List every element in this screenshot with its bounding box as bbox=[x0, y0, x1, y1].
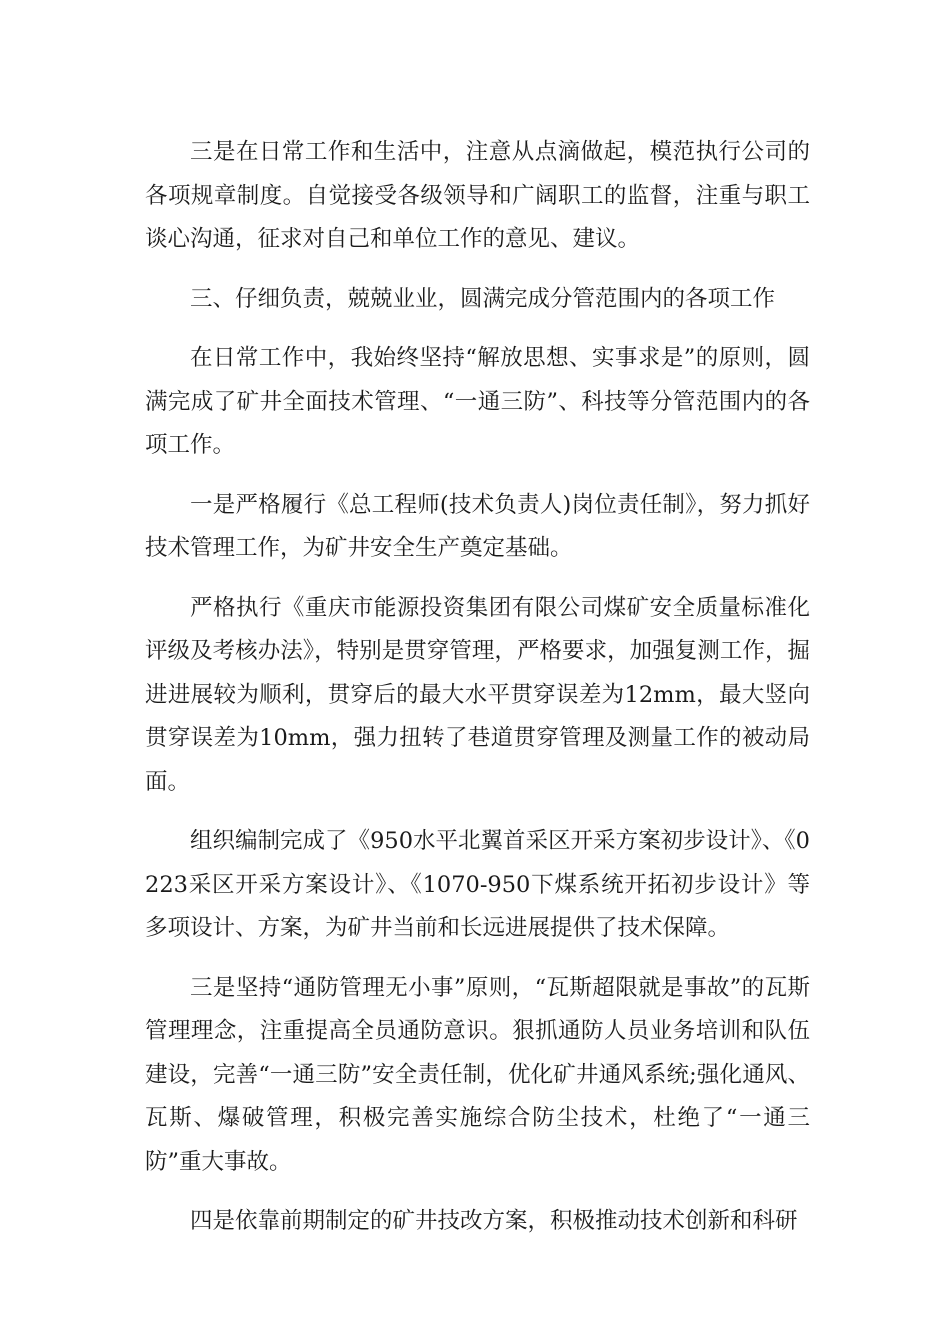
document-body bbox=[145, 131, 810, 1244]
paragraph-point-one: 一是严格履行《总工程师(技术负责人)岗位责任制》，努力抓好技术管理工作，为矿井安全生产奠定基础。 bbox=[145, 491, 810, 561]
section-heading-three: 三、仔细负责，兢兢业业，圆满完成分管范围内的各项工作 bbox=[190, 285, 776, 312]
paragraph-design-plans: 组织编制完成了《950水平北翼首采区开采方案初步设计》、《0223采区开采方案设计》、《1070-950下煤系统开拓初步设计》等多项设计、方案，为矿井当前和长远进展提供了技术保障。 bbox=[145, 828, 810, 941]
paragraph-point-four: 四是依靠前期制定的矿井技改方案，积极推动技术创新和科研 bbox=[190, 1208, 798, 1234]
paragraph-work-principle: 在日常工作中，我始终坚持“解放思想、实事求是”的原则，圆满完成了矿井全面技术管理、“一通三防”、科技等分管范围内的各项工作。 bbox=[145, 345, 810, 458]
paragraph-standards: 严格执行《重庆市能源投资集团有限公司煤矿安全质量标准化评级及考核办法》，特别是贯穿管理，严格要求，加强复测工作，掘进进展较为顺利，贯穿后的最大水平贯穿误差为12mm，最大竖向贯穿误差为10mm，强力扭转了巷道贯穿管理及测量工作的被动局面。 bbox=[145, 594, 810, 795]
paragraph-point-three: 三是坚持“通防管理无小事”原则，“瓦斯超限就是事故”的瓦斯管理理念，注重提高全员通防意识。狠抓通防人员业务培训和队伍建设，完善“一通三防”安全责任制，优化矿井通风系统;强化通风、瓦斯、爆破管理，积极完善实施综合防尘技术，杜绝了“一通三防”重大事故。 bbox=[145, 974, 810, 1175]
paragraph-daily-conduct: 三是在日常工作和生活中，注意从点滴做起，模范执行公司的各项规章制度。自觉接受各级领导和广阔职工的监督，注重与职工谈心沟通，征求对自己和单位工作的意见、建议。 bbox=[145, 139, 810, 252]
